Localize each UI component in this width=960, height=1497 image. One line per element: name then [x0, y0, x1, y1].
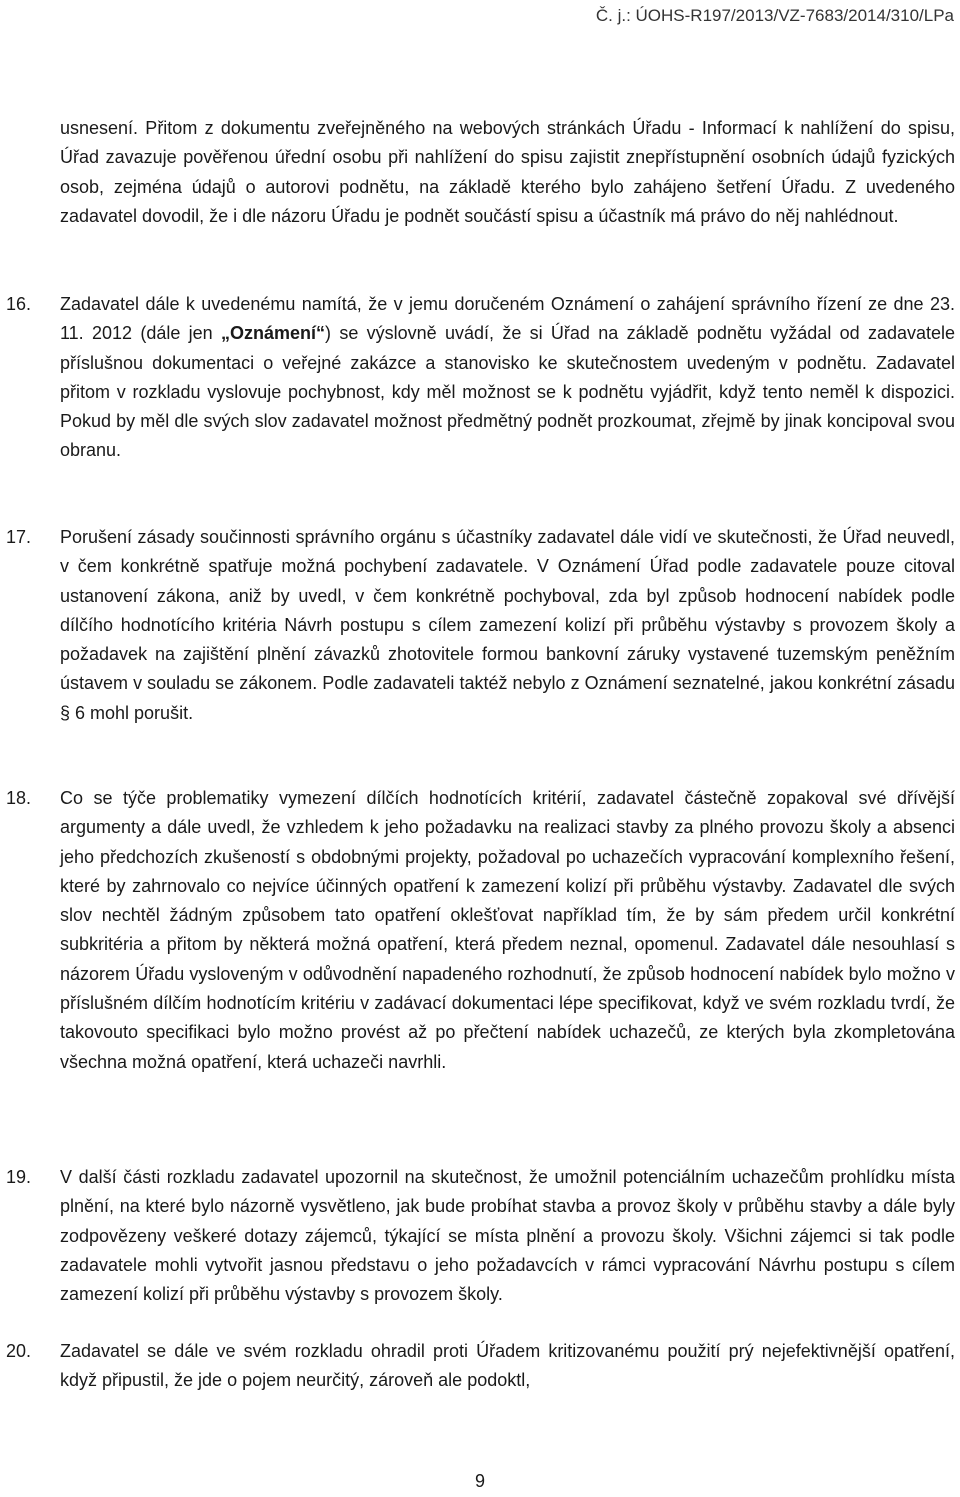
page-number: 9 [474, 1471, 485, 1491]
paragraph-text: Zadavatel dále k uvedenému namítá, že v jemu doručeném Oznámení o zahájení správního řízení ze dne 23. 11. 2012 (dále jen „Oznámení“) se výslovně uvádí, že si Úřad na základě podnětu vyžádal od zadavatele příslušnou dokumentaci o veřejné zakázce a stanovisko ke skutečnostem uvedeným v podnětu. Zadavatel přitom v rozkladu vyslovuje pochybnost, kdy měl možnost se k podnětu vyjádřit, když tento neměl k dispozici. Pokud by měl dle svých slov zadavatel možnost předmětný podnět prozkoumat, zřejmě by jinak koncipoval svou obranu. [60, 294, 956, 461]
defined-term: „Oznámení“ [221, 323, 326, 344]
paragraph-number: 19. [6, 1167, 32, 1187]
paragraph-number: 16. [6, 294, 32, 314]
intro-paragraph: usnesení. Přitom z dokumentu zveřejněného na webových stránkách Úřadu - Informací k nahlížení do spisu, Úřad zavazuje pověřenou úřední osobu při nahlížení do spisu zajistit znepřístupnění osobních údajů fyzických osob, zejména údajů o autorovi podnětu, na základě kterého bylo zahájeno šetření Úřadu. Z uvedeného zadavatel dovodil, že i dle názoru Úřadu je podnět součástí spisu a účastník má právo do něj nahlédnout. [60, 118, 955, 226]
paragraph-text: V další části rozkladu zadavatel upozornil na skutečnost, že umožnil potenciálním uchazečům prohlídku místa plnění, na které bylo názorně vysvětleno, jak bude probíhat stavba a provoz školy v průběhu stavby a dále byly zodpovězeny veškeré dotazy zájemců, týkající se místa plnění a provozu školy. Všichni zájemci si tak podle zadavatele mohli vytvořit jasnou představu o jeho požadavcích v rámci vypracování Návrhu postupu s cílem zamezení kolizí při průběhu výstavby s provozem školy. [60, 1167, 955, 1305]
paragraph-text: Porušení zásady součinnosti správního orgánu s účastníky zadavatel dále vidí ve skutečnosti, že Úřad neuvedl, v čem konkrétně spatřuje možná pochybení zadavatele. V Oznámení Úřad podle zadavatele pouze citoval ustanovení zákona, aniž by uvedl, v čem konkrétně pochyboval, zda byl způsob hodnocení nabídek podle dílčího hodnotícího kritéria Návrh postupu s cílem zamezení kolizí při průběhu výstavby s provozem školy a požadavek na zajištění plnění závazků zhotovitele formou bankovní záruky vystavené tuzemským peněžním ústavem v souladu se zákonem. Podle zadavateli taktéž nebylo z Oznámení seznatelné, jakou konkrétní zásadu § 6 mohl porušit. [60, 527, 955, 723]
paragraph-number: 20. [6, 1341, 32, 1361]
paragraph-text: Zadavatel se dále ve svém rozkladu ohradil proti Úřadem kritizovanému použití prý nejefektivnější opatření, když připustil, že jde o pojem neurčitý, zároveň ale podoktl, [60, 1341, 955, 1391]
paragraph-text: Co se týče problematiky vymezení dílčích hodnotících kritérií, zadavatel částečně zopakoval své dřívější argumenty a dále uvedl, že vzhledem k jeho požadavku na realizaci stavby za plného provozu školy a absenci jeho předchozích zkušeností s obdobnými projekty, požadoval po uchazečích vypracování komplexního řešení, které by zahrnovalo co nejvíce účinných opatření k zamezení kolizí při průběhu výstavby. Zadavatel dle svých slov nechtěl žádným způsobem tato opatření oklešťovat například tím, že by sám předem určil konkrétní subkritéria a přitom by některá možná opatření, která předem neznal, opomenul. Zadavatel dále nesouhlasí s názorem Úřadu vysloveným v odůvodnění napadeného rozhodnutí, že způsob hodnocení nabídek bylo možno v příslušném dílčím hodnotícím kritériu v zadávací dokumentaci lépe specifikovat, když ve svém rozkladu tvrdí, že takovouto specifikaci bylo možno provést až po přečtení nabídek uchazečů, ze kterých byla zkompletována všechna možná opatření, která uchazeči navrhli. [60, 788, 955, 1072]
paragraph-number: 17. [6, 527, 32, 547]
case-reference: Č. j.: ÚOHS-R197/2013/VZ-7683/2014/310/LPa [595, 6, 954, 25]
paragraph-number: 18. [6, 788, 32, 808]
